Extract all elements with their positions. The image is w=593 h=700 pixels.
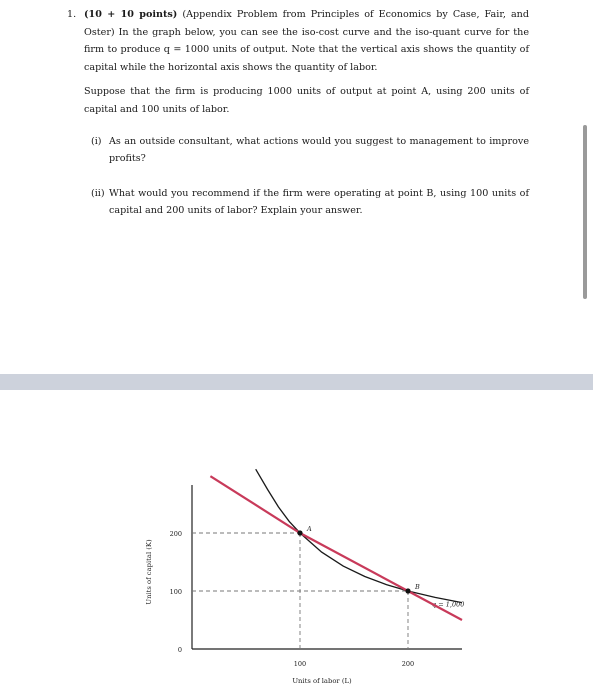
point-label-A: A [307,525,312,533]
y-axis-label: Units of capital (K) [145,539,153,605]
x-tick-label-100: 100 [293,660,307,668]
question-ii-label: (ii) [91,187,105,199]
isoquant-isocost-chart [0,440,593,700]
problem-intro-text: (Appendix Problem from Principles of Economics by Case, Fair, and Oster) In the graph below, you can see the iso-cost curve and the iso-quant curve for the firm to produce q = 1000 units of output. Note that the vertical axis shows the quantity of capital while the horizontal axis shows the quantity of labor. [84,9,529,73]
isoquant-curve [256,469,462,602]
problem-setup: Suppose that the firm is producing 1000 units of output at point A, using 200 units of capital and 100 units of labor. [84,86,529,115]
x-tick-label-200: 200 [401,660,415,668]
question-i-label: (i) [91,135,102,147]
question-ii [91,185,529,220]
question-i-text: As an outside consultant, what actions would you suggest to management to improve profits? [109,135,529,165]
problem-points: (10 + 10 points) [84,9,178,20]
y-tick-label-200: 200 [169,530,182,538]
y-tick-label-0: 0 [177,646,182,654]
point-A [297,530,302,535]
y-tick-label-100: 100 [169,588,182,596]
isocost-line [210,476,465,620]
problem-intro [84,6,529,76]
point-B [405,588,410,593]
isoquant-label: q = 1,000 [432,600,465,609]
question-i [91,133,529,168]
problem-number: 1. [67,9,77,20]
scrollbar-thumb[interactable] [583,125,587,299]
section-divider [0,374,593,390]
point-label-B: B [415,583,420,591]
problem-statement [67,6,529,220]
question-ii-text: What would you recommend if the firm were operating at point B, using 100 units of capital and 200 units of labor? Explain your answer. [109,187,529,217]
x-axis-label: Units of labor (L) [292,677,352,685]
